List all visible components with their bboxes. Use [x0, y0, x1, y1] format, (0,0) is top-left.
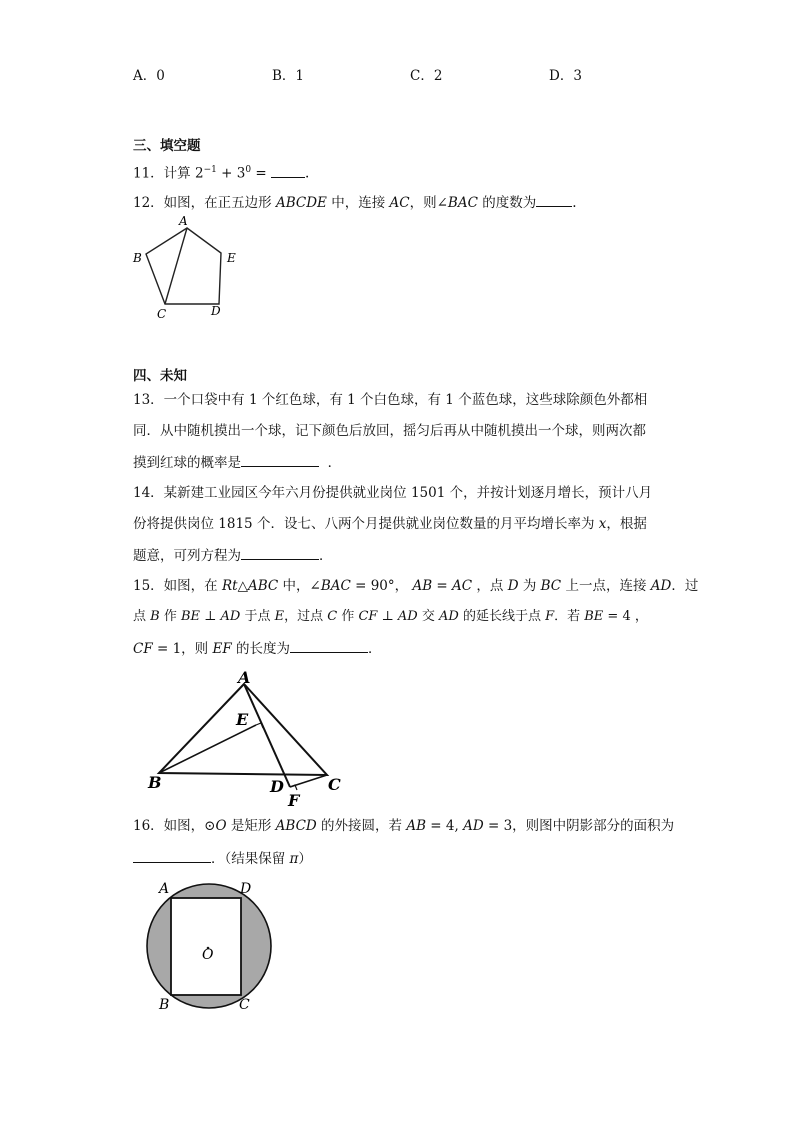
answer-blank	[241, 545, 319, 560]
q12-text-c: ，则∠	[409, 195, 448, 211]
label-b: B	[148, 773, 162, 792]
label-e: E	[227, 251, 236, 265]
q15-abc: ABC	[247, 578, 279, 594]
q15-b: B	[150, 609, 160, 624]
q15-be: BE	[584, 609, 604, 624]
label-b: B	[159, 997, 170, 1013]
q14-line3-text: 题意，可列方程为	[133, 548, 241, 564]
q15-text: 的延长线于点	[458, 609, 546, 624]
q15-text: ．过	[671, 578, 699, 594]
q12-text-d: 的度数为	[477, 195, 537, 211]
q15-ad: AD	[220, 609, 241, 624]
q15-bac: BAC	[320, 578, 351, 594]
q16-pi: π	[289, 851, 299, 867]
q15-be: BE	[180, 609, 201, 624]
q14-line3	[133, 545, 333, 566]
label-a: A	[159, 881, 170, 897]
q15-text: 交	[417, 609, 439, 624]
section-heading-fill-in: 三、填空题	[133, 138, 201, 154]
q15-text: ，过点	[284, 609, 328, 624]
section-heading-unknown: 四、未知	[133, 368, 187, 384]
q11-post: =	[251, 165, 271, 182]
label-d: D	[211, 304, 221, 318]
q14-end: ．	[319, 548, 333, 564]
q16-ad: AD	[463, 818, 484, 834]
answer-blank	[133, 848, 211, 863]
q14-line2	[133, 514, 647, 534]
q15-cf: CF	[133, 641, 153, 657]
question-12	[133, 192, 577, 213]
q11-sup2: 0	[245, 165, 252, 175]
label-o: O	[202, 947, 214, 963]
q16-line1	[133, 816, 674, 836]
label-c: C	[157, 307, 167, 321]
q11-end: .	[304, 165, 310, 182]
q15-d: D	[507, 578, 519, 594]
q11-mid: + 3	[216, 165, 246, 182]
answer-blank	[536, 192, 572, 207]
label-c: C	[239, 997, 250, 1013]
q14-line1: 14．某新建工业园区今年六月份提供就业岗位 1501 个，并按计划逐月增长，预计八月	[133, 485, 653, 501]
q15-text: ．若	[554, 609, 585, 624]
q12-ac: AC	[389, 195, 410, 211]
pentagon-figure	[125, 212, 245, 322]
q13-line1: 13．一个口袋中有 1 个红色球，有 1 个白色球，有 1 个蓝色球，这些球除颜色外都相	[133, 392, 648, 408]
option-d: D．3	[549, 68, 582, 84]
question-11	[133, 160, 309, 184]
q15-cf: CF	[358, 609, 378, 624]
q15-text: 于点	[240, 609, 275, 624]
q15-ef: EF	[212, 641, 232, 657]
label-e: E	[236, 710, 249, 729]
q15-text: 点	[133, 609, 151, 624]
label-d: D	[270, 777, 284, 796]
segment-af	[244, 684, 290, 787]
q14-x: x	[598, 516, 607, 532]
q15-text: 上一点，连接	[561, 578, 651, 594]
q12-text-b: 中，连接	[326, 195, 390, 211]
answer-blank	[241, 452, 319, 467]
label-f: F	[288, 791, 300, 808]
label-a: A	[238, 668, 251, 687]
q15-text: 作	[159, 609, 181, 624]
q16-abcd: ABCD	[275, 818, 317, 834]
q15-text: = 90°，	[350, 578, 413, 594]
q15-line3	[133, 638, 382, 659]
q16-line2	[133, 848, 312, 869]
q16-text: 是矩形	[226, 818, 276, 834]
q13-line2: 同．从中随机摸出一个球，记下颜色后放回，摇匀后再从中随机摸出一个球，则两次都	[133, 423, 646, 439]
circle-figure	[140, 876, 280, 1016]
q15-text: ，点	[472, 578, 508, 594]
q15-text: =	[432, 578, 453, 594]
q11-sup1: −1	[203, 165, 217, 175]
q15-text: △	[237, 578, 248, 594]
q15-rt: Rt	[221, 578, 238, 594]
q15-text: 为	[518, 578, 541, 594]
q15-ac: AC	[452, 578, 473, 594]
q14-line2a: 份将提供岗位 1815 个．设七、八两个月提供就业岗位数量的月平均增长率为	[133, 516, 599, 532]
q15-text: = 4 ，	[603, 609, 648, 624]
q15-text: = 1，则	[152, 641, 213, 657]
q12-text-a: 12．如图，在正五边形	[133, 195, 276, 211]
q16-text: 16．如图，⊙	[133, 818, 216, 834]
q15-text: 的长度为	[231, 641, 291, 657]
q16-text: ．（结果保留	[211, 851, 290, 867]
q15-text: 15．如图，在	[133, 578, 222, 594]
label-a: A	[179, 214, 188, 228]
q16-text: 的外接圆，若	[316, 818, 407, 834]
q15-text: 作	[337, 609, 359, 624]
q16-ab: AB	[406, 818, 427, 834]
answer-blank	[271, 163, 305, 178]
q15-ad: AD	[439, 609, 459, 624]
q13-line3-text: 摸到红球的概率是	[133, 455, 241, 471]
q15-line1	[133, 576, 698, 596]
label-c: C	[328, 775, 341, 794]
q11-pre: 11．计算 2	[133, 165, 204, 182]
q15-text: 中，∠	[278, 578, 321, 594]
q16-text: = 3，则图中阴影部分的面积为	[483, 818, 675, 834]
q12-end: .	[572, 195, 577, 211]
q15-ad: AD	[650, 578, 672, 594]
q15-c: C	[327, 609, 338, 624]
option-a: A．0	[133, 68, 165, 84]
label-b: B	[133, 251, 142, 265]
triangle-figure	[140, 668, 360, 808]
q16-text: ）	[298, 851, 312, 867]
q14-line2b: ，根据	[606, 516, 647, 532]
q15-ab: AB	[412, 578, 433, 594]
q15-f: F	[545, 609, 555, 624]
answer-blank	[290, 638, 368, 653]
q15-end: ．	[368, 641, 382, 657]
q12-bac: BAC	[447, 195, 478, 211]
q12-abcde: ABCDE	[275, 195, 327, 211]
option-b: B．1	[272, 68, 305, 84]
q15-ad: AD	[397, 609, 418, 624]
q15-e: E	[274, 609, 285, 624]
option-c: C．2	[410, 68, 443, 84]
segment-be	[159, 725, 256, 773]
q13-line3	[133, 452, 341, 473]
q15-line2	[133, 607, 648, 627]
q16-o: O	[215, 818, 227, 834]
q15-bc: BC	[540, 578, 562, 594]
label-d: D	[240, 881, 252, 897]
q15-text: ⊥	[200, 609, 221, 624]
q15-text: ⊥	[377, 609, 398, 624]
q13-end: ．	[327, 455, 342, 471]
q16-text: = 4,	[426, 818, 464, 834]
